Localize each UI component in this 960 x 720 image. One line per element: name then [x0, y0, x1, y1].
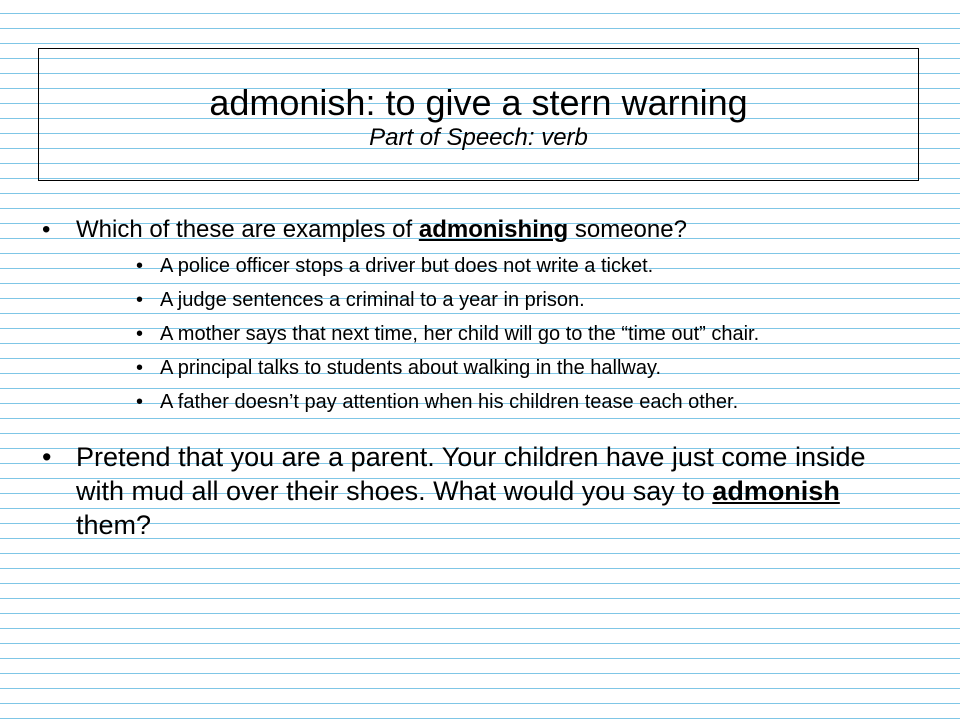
bullet-icon: •	[136, 323, 144, 345]
bullet-icon: •	[42, 442, 52, 472]
example-item	[42, 254, 860, 278]
title-word: admonish	[209, 81, 366, 123]
question-two-text: Pretend that you are a parent. Your children have just come inside with mud all over their shoes. What would you say to	[76, 442, 866, 506]
title-definition: : to give a stern warning	[365, 81, 748, 123]
example-item	[42, 288, 860, 312]
bullet-icon: •	[136, 391, 144, 413]
bullet-icon: •	[136, 255, 144, 277]
example-text: A principal talks to students about walking in the hallway.	[160, 357, 662, 379]
bullet-icon: •	[136, 357, 144, 379]
bullet-icon: •	[42, 216, 51, 243]
title-box	[38, 48, 919, 181]
example-text: A mother says that next time, her child will go to the “time out” chair.	[160, 323, 760, 345]
bullet-icon: •	[136, 289, 144, 311]
slide-title	[209, 83, 747, 123]
question-one	[42, 214, 932, 246]
example-item	[42, 322, 860, 346]
examples-list	[42, 254, 932, 414]
example-text: A judge sentences a criminal to a year in prison.	[160, 289, 585, 311]
question-one-end: someone?	[568, 216, 687, 243]
question-two	[42, 440, 916, 542]
question-one-text: Which of these are examples of	[76, 216, 419, 243]
part-of-speech: Part of Speech: verb	[369, 123, 588, 151]
question-two-keyword: admonish	[712, 476, 840, 506]
question-two-end: them?	[76, 510, 152, 540]
example-item	[42, 356, 860, 380]
example-text: A father doesn’t pay attention when his children tease each other.	[160, 391, 739, 413]
question-one-keyword: admonishing	[418, 216, 569, 243]
slide-content	[42, 214, 932, 542]
example-text: A police officer stops a driver but does not write a ticket.	[160, 255, 654, 277]
example-item	[42, 390, 860, 414]
